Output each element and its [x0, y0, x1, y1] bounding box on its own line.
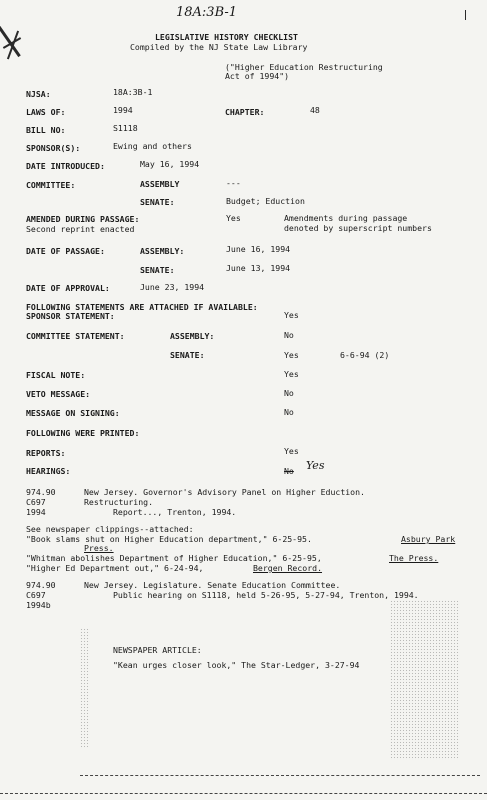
act-name-line1: ("Higher Education Restructuring	[225, 62, 383, 72]
scan-speckle-bottom	[80, 628, 90, 748]
statements-heading: FOLLOWING STATEMENTS ARE ATTACHED IF AVAILABLE:	[26, 302, 258, 312]
cs-assembly-label: ASSEMBLY:	[170, 331, 215, 341]
ref2-call-number-1: 974.90	[26, 580, 56, 590]
ref1-call-number-3: 1994	[26, 507, 46, 517]
clipping-3-text: "Higher Ed Department out," 6-24-94,	[26, 563, 204, 573]
fiscal-note-value: Yes	[284, 369, 299, 379]
ref1-line3: Report..., Trenton, 1994.	[113, 507, 237, 517]
ref1-call-number-1: 974.90	[26, 487, 56, 497]
bill-label: BILL NO:	[26, 125, 66, 135]
hearings-handwritten-yes: Yes	[306, 459, 325, 472]
veto-message-label: VETO MESSAGE:	[26, 389, 91, 399]
approval-label: DATE OF APPROVAL:	[26, 283, 110, 293]
passage-senate-value: June 13, 1994	[226, 263, 291, 273]
scan-mark-right	[465, 10, 466, 20]
laws-value: 1994	[113, 105, 133, 115]
cs-senate-note: 6-6-94 (2)	[340, 350, 390, 360]
cs-senate-label: SENATE:	[170, 350, 205, 360]
ref2-call-number-3: 1994b	[26, 600, 51, 610]
clipping-2-source: The Press.	[389, 553, 439, 563]
sponsor-statement-label: SPONSOR STATEMENT:	[26, 311, 115, 321]
signing-message-label: MESSAGE ON SIGNING:	[26, 408, 120, 418]
sponsor-label: SPONSOR(S):	[26, 143, 81, 153]
printed-heading: FOLLOWING WERE PRINTED:	[26, 428, 140, 438]
bottom-divider-2	[0, 793, 487, 794]
second-reprint: Second reprint enacted	[26, 224, 135, 234]
bottom-divider	[80, 775, 480, 776]
clipping-1-text: "Book slams shut on Higher Education department," 6-25-95.	[26, 534, 312, 544]
clippings-heading: See newspaper clippings--attached:	[26, 524, 194, 534]
introduced-label: DATE INTRODUCED:	[26, 161, 105, 171]
clipping-3-source: Bergen Record.	[253, 563, 323, 573]
chapter-label: CHAPTER:	[225, 107, 265, 117]
newspaper-label: NEWSPAPER ARTICLE:	[113, 645, 202, 655]
signing-message-value: No	[284, 407, 294, 417]
clipping-2-text: "Whitman abolishes Department of Higher Education," 6-25-95,	[26, 553, 322, 563]
passage-assembly-label: ASSEMBLY:	[140, 246, 185, 256]
njsa-label: NJSA:	[26, 89, 51, 99]
committee-statement-label: COMMITTEE STATEMENT:	[26, 331, 125, 341]
page-title: LEGISLATIVE HISTORY CHECKLIST	[155, 32, 298, 42]
passage-assembly-value: June 16, 1994	[226, 244, 291, 254]
committee-senate-label: SENATE:	[140, 197, 175, 207]
fiscal-note-label: FISCAL NOTE:	[26, 370, 86, 380]
cs-assembly-value: No	[284, 330, 294, 340]
page-subtitle: Compiled by the NJ State Law Library	[130, 42, 308, 52]
ref2-call-number-2: C697	[26, 590, 46, 600]
chapter-value: 48	[310, 105, 320, 115]
clipping-1-source-a: Asbury Park	[401, 534, 456, 544]
committee-assembly-value: ---	[226, 178, 241, 188]
clipping-1-source-b: Press.	[84, 543, 114, 553]
ref2-line1: New Jersey. Legislature. Senate Education Committee.	[84, 580, 341, 590]
amended-note-line2: denoted by superscript numbers	[284, 223, 432, 233]
laws-label: LAWS OF:	[26, 107, 66, 117]
handwritten-header: 18A:3B-1	[176, 5, 238, 20]
ref1-line1: New Jersey. Governor's Advisory Panel on Higher Eduction.	[84, 487, 365, 497]
scan-speckle-bottom-right	[390, 600, 460, 760]
bill-value: S1118	[113, 123, 138, 133]
ref2-line2: Public hearing on S1118, held 5-26-95, 5-27-94, Trenton, 1994.	[113, 590, 419, 600]
committee-label: COMMITTEE:	[26, 180, 76, 190]
njsa-value: 18A:3B-1	[113, 87, 153, 97]
newspaper-text: "Kean urges closer look," The Star-Ledger, 3-27-94	[113, 660, 360, 670]
sponsor-value: Ewing and others	[113, 141, 192, 151]
hearings-value-struck: No	[284, 466, 294, 476]
amended-label: AMENDED DURING PASSAGE:	[26, 214, 140, 224]
act-name-line2: Act of 1994")	[225, 71, 290, 81]
introduced-value: May 16, 1994	[140, 159, 200, 169]
ref1-line2: Restructuring.	[84, 497, 154, 507]
approval-value: June 23, 1994	[140, 282, 205, 292]
sponsor-statement-value: Yes	[284, 310, 299, 320]
veto-message-value: No	[284, 388, 294, 398]
committee-senate-value: Budget; Eduction	[226, 196, 305, 206]
hearings-label: HEARINGS:	[26, 466, 71, 476]
reports-label: REPORTS:	[26, 448, 66, 458]
committee-assembly-label: ASSEMBLY	[140, 179, 180, 189]
passage-label: DATE OF PASSAGE:	[26, 246, 105, 256]
ref1-call-number-2: C697	[26, 497, 46, 507]
passage-senate-label: SENATE:	[140, 265, 175, 275]
cs-senate-value: Yes	[284, 350, 299, 360]
reports-value: Yes	[284, 446, 299, 456]
amended-value: Yes	[226, 213, 241, 223]
amended-note-line1: Amendments during passage	[284, 213, 408, 223]
